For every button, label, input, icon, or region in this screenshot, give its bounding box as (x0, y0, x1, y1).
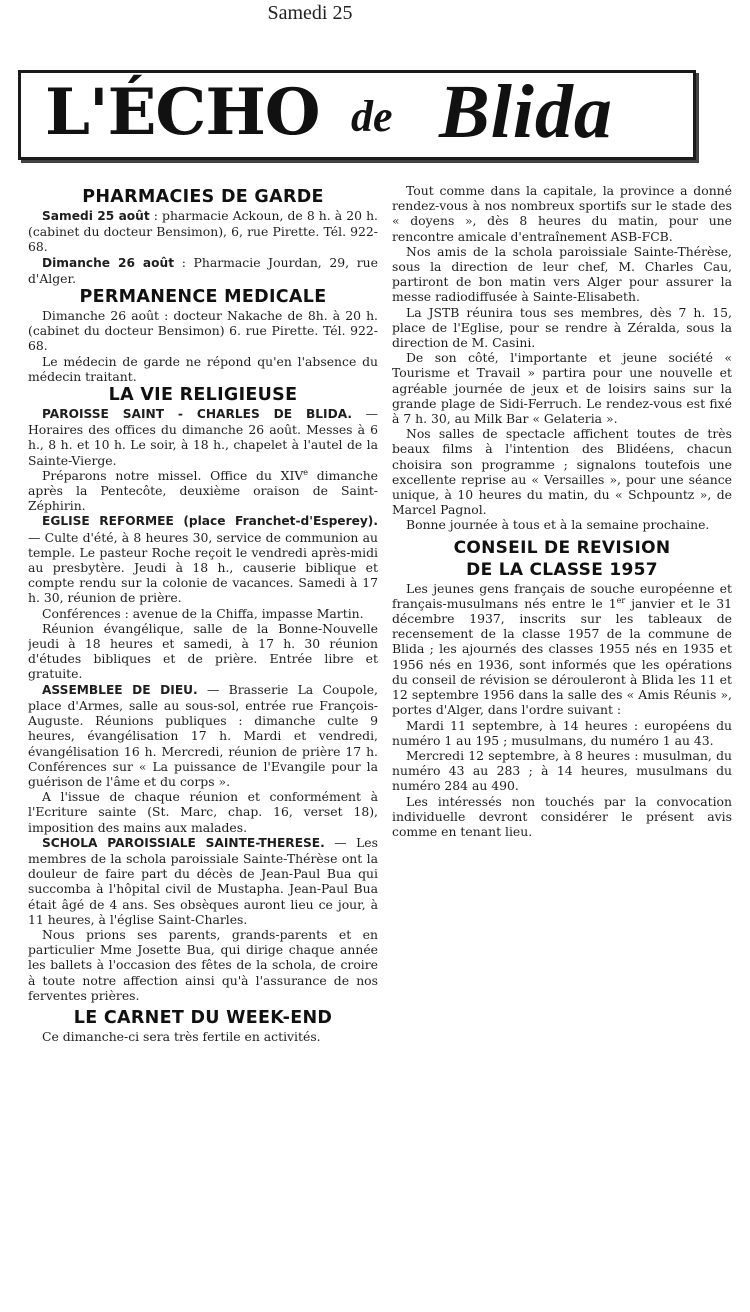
pharmacy-sunday (28, 255, 378, 286)
bonne-journee-paragraph: Bonne journée à tous et à la semaine prochaine. (406, 517, 710, 533)
reformee-text: — Culte d'été, à 8 heures 30, service de communion au temple. Le pasteur Roche reçoit le vendredi après-midi au presbytère. Jeudi à 18 h., causerie biblique et compte rendu sur la colonie de vacances. Samedi à 17 h. 30, réunion de prière. (28, 529, 378, 606)
saint-charles-text: — Horaires des offices du dimanche 26 août. Messes à 6 h., 8 h. et 10 h. Le soir, à 18 h., chapelet à l'autel de la Sainte-Vierge. (28, 406, 378, 468)
assemblee-text: — Brasserie La Coupole, place d'Armes, salle au sous-sol, entrée rue François-Auguste. Réunions publiques : dimanche culte 9 heures, évangélisation 17 h. Mardi et vendredi, évangélisation 16 h. Mercredi, réunion de prière 17 h. Conférences sur « La puissance de l'Evangile pour la guérison de l'âme et du corps ». (28, 681, 378, 789)
permanence-p2: Le médecin de garde ne répond qu'en l'absence du médecin traitant. (28, 353, 378, 384)
permanence-p1: Dimanche 26 août : docteur Nakache de 8h. à 20 h. (cabinet du docteur Bensimon) 6. rue Pirette. Tél. 922-68. (28, 308, 378, 354)
conseil-p4: Les intéressés non touchés par la convocation individuelle devront considérer le présent avis comme en tenant lieu. (392, 793, 732, 839)
schola-lead: SCHOLA PAROISSIALE SAINTE-THERESE. (42, 835, 325, 850)
conseil-heading-line2: DE LA CLASSE 1957 (466, 559, 658, 580)
reformee-lead: EGLISE REFORMEE (place Franchet-d'Esperey). (42, 514, 378, 529)
conseil-p1-a: Les jeunes gens français de souche européenne et français-musulmans nés entre le 1 (392, 580, 732, 611)
conseil-heading-line1: CONSEIL DE REVISION (453, 537, 671, 558)
conseil-p1 (392, 581, 732, 718)
missel-text-b: dimanche après la Pentecôte, deuxième oraison de Saint-Zéphirin. (28, 467, 378, 514)
pharmacy-saturday-lead: Samedi 25 août (42, 209, 150, 223)
permanence-heading: PERMANENCE MEDICALE (79, 287, 327, 308)
schola-notice (28, 835, 378, 927)
missel-text-a: Préparons notre missel. Office du XIV (42, 467, 304, 483)
conferences-notice: Conférences : avenue de la Chiffa, impasse Martin. (42, 605, 364, 621)
pharmacy-saturday (28, 208, 378, 255)
missel-sup: e (303, 467, 309, 477)
assemblee-lead: ASSEMBLEE DE DIEU. (42, 682, 198, 697)
masthead-city: Blida (439, 70, 613, 154)
reformee-notice (28, 513, 378, 605)
spectacle-paragraph: Nos salles de spectacle affichent toutes de très beaux films à l'intention des Blidéens, chacun choisira son programme ; signalons toutefois une excellente reprise au « Versailles », pour une séance unique, à 10 heures du matin, du « Schpountz », de Marcel Pagnol. (392, 426, 732, 518)
right-column (392, 183, 732, 1103)
conseil-p3: Mercredi 12 septembre, à 8 heures : musulman, du numéro 43 au 283 ; à 14 heures, musulmans du numéro 284 au 490. (392, 747, 732, 794)
saint-charles-notice (28, 406, 378, 468)
conseil-p1-sup: er (616, 595, 626, 605)
assemblee-notice (28, 682, 378, 789)
conseil-p1-b: janvier et le 31 décembre 1937, inscrits sur les tableaux de recensement de la classe 1957 de la commune de Blida ; les ajournés des classes 1955 nés en 1935 et 1956 nés en 1936, sont informés que les opérations du conseil de révision se dérouleront à Blida les 11 et 12 septembre 1956 dans la salle des « Amis Réunis », portes d'Alger, dans l'ordre suivant : (392, 595, 732, 718)
page-date: Samedi 25 (267, 2, 353, 24)
masthead-title: L'ÉCHO (45, 75, 320, 150)
masthead-de: de (351, 92, 393, 141)
prions-notice: Nous prions ses parents, grands-parents et en particulier Mme Josette Bua, qui dirige chaque année les ballets à l'occasion des fêtes de la schola, de croire à toute notre affection ainsi qu'à l'assurance de nos ferventes prières. (28, 926, 378, 1003)
religieuse-heading: LA VIE RELIGIEUSE (108, 385, 298, 406)
pharmacy-saturday-text: : pharmacie Ackoun, de 8 h. à 20 h. (cabinet du docteur Bensimon), 6, rue Pirette. Tél. 922-68. (28, 208, 378, 255)
carnet-p1: Ce dimanche-ci sera très fertile en activités. (42, 1028, 321, 1044)
pharmacy-sunday-lead: Dimanche 26 août (42, 255, 175, 270)
left-column (28, 186, 378, 1301)
issue-notice: A l'issue de chaque réunion et conformément à l'Ecriture sainte (St. Marc, chap. 16, verset 18), imposition des mains aux malades. (28, 789, 378, 835)
conseil-p2: Mardi 11 septembre, à 14 heures : européens du numéro 1 au 195 ; musulmans, du numéro 1 au 43. (392, 717, 732, 748)
carnet-heading: LE CARNET DU WEEK-END (73, 1007, 333, 1028)
pharmacy-sunday-text: : Pharmacie Jourdan, 29, rue d'Alger. (28, 254, 378, 286)
schola-paragraph: Nos amis de la schola paroissiale Sainte-Thérèse, sous la direction de leur chef, M. Charles Cau, partiront de bon matin vers Alger pour assurer la messe radiodiffusée à Sainte-Elisabeth. (392, 243, 732, 305)
tourisme-paragraph: De son côté, l'importante et jeune société « Tourisme et Travail » partira pour une nouvelle et agréable journée de jeux et de loisirs sains sur la grande plage de Sidi-Ferruch. Le rendez-vous est fixé à 7 h. 30, au Milk Bar « Gelateria ». (392, 350, 732, 427)
missel-notice (28, 468, 378, 514)
pharmacies-heading: PHARMACIES DE GARDE (82, 187, 324, 207)
saint-charles-lead: PAROISSE SAINT - CHARLES DE BLIDA. (42, 407, 352, 422)
sport-paragraph: Tout comme dans la capitale, la province a donné rendez-vous à nos nombreux sportifs sur le stade des « doyens », dès 8 heures du matin, pour une rencontre amicale d'entraînement ASB-FCB. (392, 183, 732, 244)
evangelique-notice: Réunion évangélique, salle de la Bonne-Nouvelle jeudi à 18 heures et samedi, à 17 h. 30 réunion d'études bibliques et de prière. Entrée libre et gratuite. (28, 620, 378, 682)
schola-text: — Les membres de la schola paroissiale Sainte-Thérèse ont la douleur de faire part du décès de Jean-Paul Bua qui succomba à l'hôpital civil de Mustapha. Jean-Paul Bua était âgé de 4 ans. Ses obsèques auront lieu ce jour, à 11 heures, à l'église Saint-Charles. (28, 834, 378, 927)
masthead (18, 70, 696, 160)
jstb-paragraph: La JSTB réunira tous ses membres, dès 7 h. 15, place de l'Eglise, pour se rendre à Zéralda, sous la direction de M. Casini. (392, 304, 732, 351)
